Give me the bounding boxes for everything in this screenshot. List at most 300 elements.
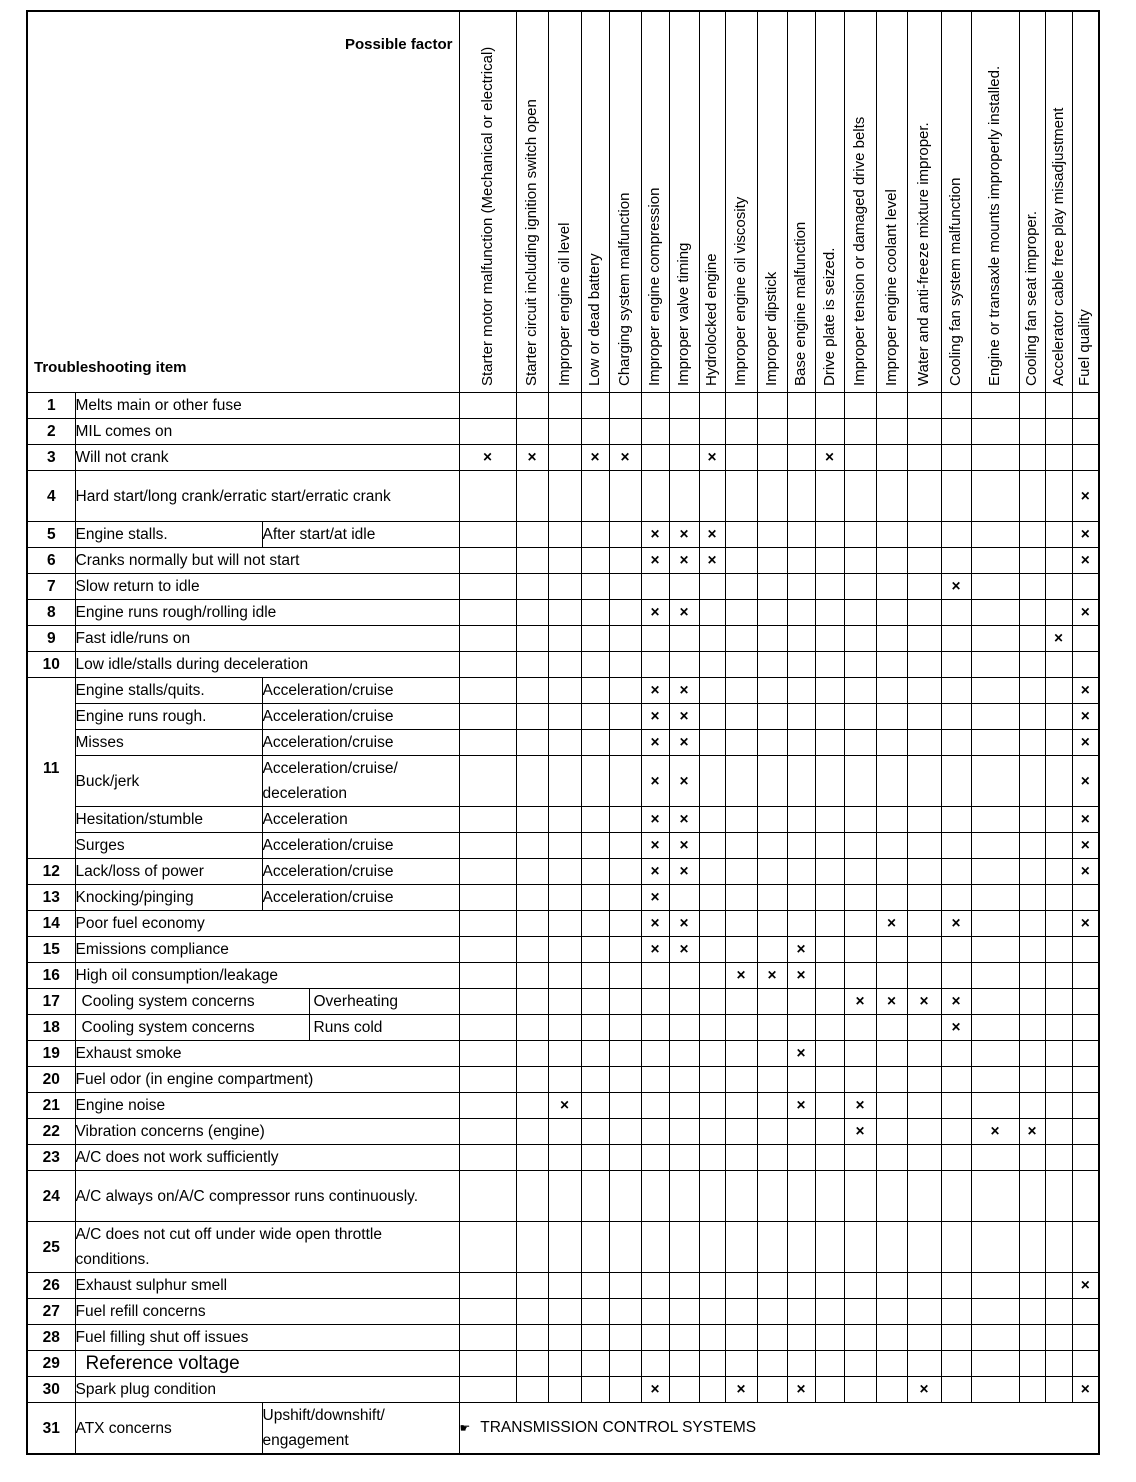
empty-cell [725,1171,757,1222]
empty-cell [876,730,907,756]
empty-cell [815,1015,844,1041]
factor-label: Low or dead battery [586,253,603,386]
factor-mark: × [1072,1273,1099,1299]
empty-cell [1019,1325,1045,1351]
empty-cell [1045,807,1072,833]
empty-cell [787,911,815,937]
empty-cell [1072,885,1099,911]
factor-mark: × [669,756,699,807]
empty-cell [669,989,699,1015]
empty-cell [516,963,548,989]
empty-cell [941,1325,971,1351]
empty-cell [699,1299,725,1325]
empty-cell [844,730,876,756]
empty-cell [459,1015,516,1041]
row-number: 9 [27,626,75,652]
empty-cell [699,1222,725,1273]
empty-cell [641,445,669,471]
troubleshooting-item: Buck/jerk [75,756,262,807]
table-row [27,807,1099,833]
row-number: 31 [27,1403,75,1455]
empty-cell [459,937,516,963]
empty-cell [844,522,876,548]
empty-cell [669,885,699,911]
empty-cell [757,574,787,600]
factor-label: Engine or transaxle mounts improperly installed. [986,65,1003,386]
empty-cell [844,963,876,989]
empty-cell [669,963,699,989]
factor-label: Cooling fan system malfunction [947,177,964,386]
empty-cell [459,1093,516,1119]
empty-cell [971,652,1019,678]
empty-cell [609,911,641,937]
factor-mark: × [548,1093,581,1119]
empty-cell [459,1041,516,1067]
empty-cell [815,600,844,626]
empty-cell [669,626,699,652]
empty-cell [516,419,548,445]
empty-cell [876,678,907,704]
table-row [27,1222,1099,1273]
empty-cell [907,1273,941,1299]
empty-cell [1019,393,1045,419]
row-number: 14 [27,911,75,937]
factor-mark: × [699,548,725,574]
empty-cell [941,859,971,885]
empty-cell [787,1299,815,1325]
empty-cell [815,678,844,704]
empty-cell [1072,1299,1099,1325]
factor-header [641,11,669,393]
factor-mark: × [725,963,757,989]
empty-cell [669,1273,699,1299]
factor-label: Accelerator cable free play misadjustment [1049,107,1067,386]
row-number: 22 [27,1119,75,1145]
row-number: 21 [27,1093,75,1119]
empty-cell [787,445,815,471]
empty-cell [699,1041,725,1067]
empty-cell [787,626,815,652]
empty-cell [787,678,815,704]
empty-cell [1045,1093,1072,1119]
factor-mark: × [787,1377,815,1403]
empty-cell [609,1145,641,1171]
empty-cell [699,1145,725,1171]
empty-cell [459,911,516,937]
empty-cell [1045,600,1072,626]
empty-cell [907,1015,941,1041]
troubleshooting-item: Fuel refill concerns [75,1299,459,1325]
empty-cell [907,963,941,989]
empty-cell [1045,393,1072,419]
factor-mark: × [1072,833,1099,859]
empty-cell [548,471,581,522]
empty-cell [609,1119,641,1145]
troubleshooting-item: Melts main or other fuse [75,393,459,419]
troubleshooting-item: Low idle/stalls during deceleration [75,652,459,678]
empty-cell [757,522,787,548]
empty-cell [581,1171,609,1222]
empty-cell [787,652,815,678]
empty-cell [757,807,787,833]
empty-cell [971,989,1019,1015]
empty-cell [1019,1171,1045,1222]
empty-cell [699,1351,725,1377]
empty-cell [581,574,609,600]
header-row [27,11,1099,393]
empty-cell [1072,989,1099,1015]
empty-cell [548,1351,581,1377]
empty-cell [609,548,641,574]
empty-cell [787,859,815,885]
empty-cell [1019,652,1045,678]
empty-cell [609,1015,641,1041]
empty-cell [787,756,815,807]
empty-cell [876,1377,907,1403]
empty-cell [941,1093,971,1119]
factor-header [787,11,815,393]
empty-cell [1019,911,1045,937]
empty-cell [815,393,844,419]
empty-cell [1019,704,1045,730]
empty-cell [815,730,844,756]
empty-cell [669,574,699,600]
empty-cell [815,1377,844,1403]
table-row [27,1145,1099,1171]
factor-mark: × [641,859,669,885]
empty-cell [725,885,757,911]
empty-cell [876,1145,907,1171]
troubleshooting-item: ATX concerns [75,1403,262,1455]
condition: Runs cold [313,1019,383,1036]
factor-mark: × [941,1015,971,1041]
empty-cell [516,1273,548,1299]
factor-mark: × [1045,626,1072,652]
empty-cell [581,1222,609,1273]
empty-cell [1045,1171,1072,1222]
empty-cell [907,471,941,522]
empty-cell [971,1067,1019,1093]
factor-header [971,11,1019,393]
factor-mark: × [876,911,907,937]
empty-cell [1045,522,1072,548]
empty-cell [609,678,641,704]
empty-cell [641,393,669,419]
empty-cell [907,885,941,911]
empty-cell [699,471,725,522]
empty-cell [581,1015,609,1041]
empty-cell [699,963,725,989]
troubleshooting-item: Cooling system concerns [76,989,310,1014]
empty-cell [1045,548,1072,574]
factor-mark: × [941,911,971,937]
table-row [27,859,1099,885]
row-number: 4 [27,471,75,522]
empty-cell [516,678,548,704]
factor-label: Base engine malfunction [792,221,809,386]
empty-cell [815,1273,844,1299]
row-number: 7 [27,574,75,600]
factor-mark: × [669,548,699,574]
factor-mark: × [641,678,669,704]
empty-cell [757,730,787,756]
empty-cell [907,756,941,807]
empty-cell [941,393,971,419]
empty-cell [725,1015,757,1041]
empty-cell [1045,989,1072,1015]
empty-cell [1019,1222,1045,1273]
empty-cell [641,1299,669,1325]
factor-header [699,11,725,393]
troubleshooting-item: A/C always on/A/C compressor runs continuously. [75,1171,459,1222]
empty-cell [699,1067,725,1093]
empty-cell [787,807,815,833]
troubleshooting-item: Will not crank [75,445,459,471]
empty-cell [971,548,1019,574]
troubleshooting-item: Spark plug condition [75,1377,459,1403]
empty-cell [609,471,641,522]
empty-cell [459,1145,516,1171]
empty-cell [609,1171,641,1222]
empty-cell [941,963,971,989]
empty-cell [844,1041,876,1067]
empty-cell [1045,471,1072,522]
empty-cell [699,1273,725,1299]
empty-cell [844,885,876,911]
troubleshooting-item: Hard start/long crank/erratic start/erratic crank [75,471,459,522]
empty-cell [844,1325,876,1351]
empty-cell [757,626,787,652]
empty-cell [1019,522,1045,548]
empty-cell [907,600,941,626]
empty-cell [516,730,548,756]
empty-cell [548,937,581,963]
empty-cell [907,1299,941,1325]
empty-cell [669,1145,699,1171]
empty-cell [581,937,609,963]
empty-cell [516,911,548,937]
factor-mark: × [641,833,669,859]
empty-cell [581,1351,609,1377]
empty-cell [844,911,876,937]
empty-cell [907,859,941,885]
table-row [27,989,1099,1015]
empty-cell [1045,1325,1072,1351]
empty-cell [815,522,844,548]
empty-cell [1019,730,1045,756]
troubleshooting-item: Exhaust sulphur smell [75,1273,459,1299]
empty-cell [581,548,609,574]
empty-cell [907,1041,941,1067]
empty-cell [941,1351,971,1377]
empty-cell [1045,1041,1072,1067]
troubleshooting-item: Fuel filling shut off issues [75,1325,459,1351]
empty-cell [699,885,725,911]
empty-cell [516,471,548,522]
factor-label: Improper engine compression [646,187,663,386]
row-number: 25 [27,1222,75,1273]
empty-cell [699,1119,725,1145]
empty-cell [876,937,907,963]
empty-cell [699,652,725,678]
empty-cell [725,1041,757,1067]
empty-cell [516,1119,548,1145]
empty-cell [459,859,516,885]
empty-cell [1045,1145,1072,1171]
condition: After start/at idle [262,522,459,548]
empty-cell [725,1119,757,1145]
empty-cell [1045,1351,1072,1377]
empty-cell [971,833,1019,859]
empty-cell [581,626,609,652]
factor-mark: × [669,522,699,548]
factor-label: Improper dipstick [763,271,780,386]
factor-mark: × [844,989,876,1015]
empty-cell [1072,1067,1099,1093]
factor-mark: × [669,704,699,730]
factor-mark: × [941,574,971,600]
empty-cell [669,1299,699,1325]
empty-cell [548,652,581,678]
table-row [27,574,1099,600]
empty-cell [907,1067,941,1093]
table-row [27,730,1099,756]
empty-cell [548,730,581,756]
factor-label: Drive plate is seized. [820,247,838,386]
empty-cell [787,1325,815,1351]
empty-cell [907,1351,941,1377]
empty-cell [516,393,548,419]
empty-cell [971,678,1019,704]
reference-link[interactable]: TRANSMISSION CONTROL SYSTEMS [480,1419,757,1436]
empty-cell [907,652,941,678]
empty-cell [815,885,844,911]
empty-cell [699,1015,725,1041]
empty-cell [1045,1299,1072,1325]
empty-cell [1045,419,1072,445]
empty-cell [609,1325,641,1351]
empty-cell [907,1119,941,1145]
empty-cell [907,678,941,704]
item-condition-cell [75,989,459,1015]
empty-cell [971,522,1019,548]
factor-mark: × [641,1377,669,1403]
factor-mark: × [1072,730,1099,756]
empty-cell [1019,756,1045,807]
empty-cell [876,1222,907,1273]
empty-cell [609,522,641,548]
empty-cell [581,1119,609,1145]
table-row [27,704,1099,730]
possible-factor-label: Possible factor [344,36,453,53]
empty-cell [876,1067,907,1093]
empty-cell [787,833,815,859]
empty-cell [725,678,757,704]
empty-cell [516,1325,548,1351]
empty-cell [971,1041,1019,1067]
condition: Acceleration/cruise/ deceleration [262,756,459,807]
empty-cell [548,911,581,937]
empty-cell [581,1325,609,1351]
table-row [27,1119,1099,1145]
empty-cell [941,1041,971,1067]
factor-mark: × [581,445,609,471]
empty-cell [609,937,641,963]
empty-cell [941,937,971,963]
condition: Overheating [313,993,398,1010]
empty-cell [757,1299,787,1325]
empty-cell [581,1377,609,1403]
empty-cell [725,652,757,678]
empty-cell [516,1377,548,1403]
empty-cell [1019,989,1045,1015]
empty-cell [757,1351,787,1377]
empty-cell [1072,393,1099,419]
empty-cell [581,833,609,859]
row-number: 15 [27,937,75,963]
empty-cell [941,1119,971,1145]
table-row [27,600,1099,626]
empty-cell [1045,1377,1072,1403]
troubleshooting-item: Cranks normally but will not start [75,548,459,574]
empty-cell [459,1067,516,1093]
empty-cell [1019,678,1045,704]
troubleshooting-item: Exhaust smoke [75,1041,459,1067]
empty-cell [844,445,876,471]
table-row [27,1403,1099,1455]
row-number: 16 [27,963,75,989]
factor-mark: × [669,678,699,704]
empty-cell [699,704,725,730]
empty-cell [815,652,844,678]
empty-cell [725,548,757,574]
empty-cell [787,730,815,756]
empty-cell [757,989,787,1015]
empty-cell [941,1171,971,1222]
empty-cell [609,1351,641,1377]
empty-cell [907,1222,941,1273]
empty-cell [459,1273,516,1299]
empty-cell [641,626,669,652]
factor-mark: × [787,963,815,989]
empty-cell [941,445,971,471]
empty-cell [941,471,971,522]
empty-cell [941,600,971,626]
empty-cell [725,1145,757,1171]
empty-cell [725,600,757,626]
factor-mark: × [641,807,669,833]
factor-mark: × [641,548,669,574]
table-row [27,1171,1099,1222]
empty-cell [669,1041,699,1067]
empty-cell [641,1119,669,1145]
empty-cell [581,652,609,678]
empty-cell [971,756,1019,807]
empty-cell [548,963,581,989]
empty-cell [548,859,581,885]
empty-cell [609,859,641,885]
empty-cell [641,1325,669,1351]
empty-cell [1019,445,1045,471]
troubleshooting-item: Fast idle/runs on [75,626,459,652]
empty-cell [1072,419,1099,445]
empty-cell [907,522,941,548]
empty-cell [907,937,941,963]
empty-cell [669,445,699,471]
empty-cell [548,678,581,704]
row-number: 11 [27,678,75,859]
empty-cell [907,393,941,419]
